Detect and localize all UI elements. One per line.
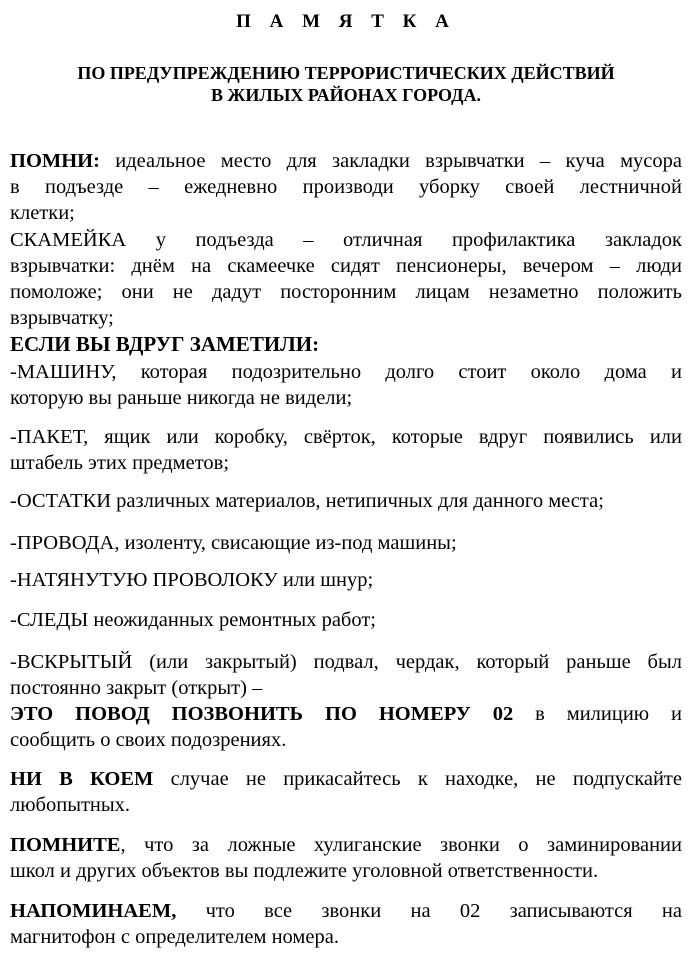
section-header-noticed: ЕСЛИ ВЫ ВДРУГ ЗАМЕТИЛИ: — [10, 332, 320, 356]
text-run: случае не прикасайтесь к находке, не подпускайте — [153, 768, 682, 790]
list-item — [10, 359, 682, 411]
paragraph-line: -ПРОВОДА, изоленту, свисающие из-под машины; — [10, 532, 457, 554]
list-item — [10, 567, 682, 593]
text-run: идеальное место для закладки взрывчатки – куча мусора — [99, 150, 682, 172]
paragraph-line: взрывчатки: днём на скамеечке сидят пенсионеры, вечером – люди — [10, 255, 682, 277]
list-item — [10, 488, 682, 514]
paragraph-line: которую вы раньше никогда не видели; — [10, 387, 353, 409]
paragraph-line — [10, 832, 682, 858]
paragraph-line: штабель этих предметов; — [10, 452, 230, 474]
paragraph-line: постоянно закрыт (открыт) – — [10, 677, 263, 699]
paragraph-line: -МАШИНУ, которая подозрительно долго стоит около дома и — [10, 361, 682, 383]
paragraph-line — [10, 148, 682, 174]
paragraph-bench — [10, 227, 682, 331]
paragraph-line: клетки; — [10, 202, 75, 224]
paragraph-line: -НАТЯНУТУЮ ПРОВОЛОКУ или шнур; — [10, 569, 374, 591]
paragraph-line: любопытных. — [10, 794, 131, 816]
bold-lead: НАПОМИНАЕМ, — [10, 900, 177, 922]
list-item — [10, 649, 682, 701]
text-run: что все звонки на 02 записываются на — [176, 900, 682, 922]
paragraph-do-not-touch — [10, 766, 682, 818]
paragraph-line: -СЛЕДЫ неожиданных ремонтных работ; — [10, 609, 376, 631]
paragraph-line: -ПАКЕТ, ящик или коробку, свёрток, которые вдруг появились или — [10, 426, 682, 448]
paragraph-line: магнитофон с определителем номера. — [10, 926, 339, 948]
list-item — [10, 424, 682, 476]
list-item — [10, 530, 682, 556]
paragraph-line: -ОСТАТКИ различных материалов, нетипичных для данного места; — [10, 490, 604, 512]
text-run: в милицию и — [513, 703, 682, 725]
paragraph-line: школ и других объектов вы подлежите уголовной ответственности. — [10, 860, 599, 882]
text-run: , что за ложные хулиганские звонки о заминировании — [120, 834, 682, 856]
subtitle-line-2: В ЖИЛЫХ РАЙОНАХ ГОРОДА. — [211, 85, 481, 105]
page-title: П А М Я Т К А — [236, 11, 456, 32]
paragraph-line — [10, 701, 682, 727]
list-item — [10, 607, 682, 633]
paragraph-remember-trash — [10, 148, 682, 226]
paragraph-line: сообщить о своих подозрениях. — [10, 729, 287, 751]
paragraph-line — [10, 766, 682, 792]
bold-lead: ПОМНИТЕ — [10, 834, 121, 856]
paragraph-line: взрывчатку; — [10, 307, 114, 329]
paragraph-line: СКАМЕЙКА у подъезда – отличная профилактика закладок — [10, 229, 682, 251]
paragraph-line: -ВСКРЫТЫЙ (или закрытый) подвал, чердак, который раньше был — [10, 651, 682, 673]
bold-lead: ПОМНИ: — [10, 150, 100, 172]
paragraph-line: помоложе; они не дадут посторонним лицам незаметно положить — [10, 281, 682, 303]
bold-lead: ЭТО ПОВОД ПОЗВОНИТЬ ПО НОМЕРУ 02 — [10, 703, 514, 725]
subtitle-line-1: ПО ПРЕДУПРЕЖДЕНИЮ ТЕРРОРИСТИЧЕСКИХ ДЕЙСТВИЙ — [77, 63, 615, 83]
paragraph-recorded-calls — [10, 898, 682, 950]
paragraph-false-calls — [10, 832, 682, 884]
bold-lead: НИ В КОЕМ — [10, 768, 154, 790]
paragraph-call-02 — [10, 701, 682, 753]
paragraph-line — [10, 898, 682, 924]
paragraph-line: в подъезде – ежедневно производи уборку своей лестничной — [10, 176, 682, 198]
